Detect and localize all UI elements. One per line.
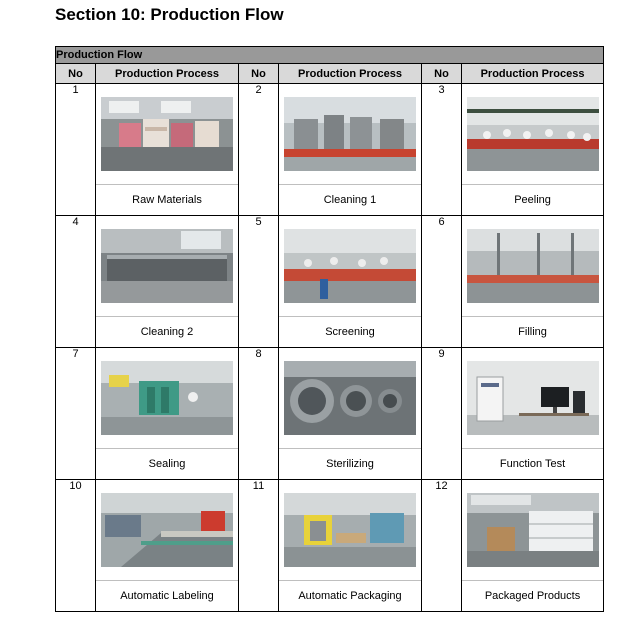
col-header-process: Production Process (462, 64, 604, 84)
process-label: Cleaning 1 (323, 194, 377, 206)
process-cell (96, 216, 239, 348)
process-label: Peeling (514, 194, 551, 206)
process-cell (462, 84, 604, 216)
automatic-labeling-photo (101, 493, 233, 567)
process-label: Cleaning 2 (140, 326, 194, 338)
process-cell (279, 348, 422, 480)
process-cell (462, 216, 604, 348)
section-title: Section 10: Production Flow (55, 5, 284, 24)
process-label: Packaged Products (484, 590, 581, 602)
process-label: Raw Materials (132, 194, 202, 206)
process-label: Automatic Labeling (120, 590, 214, 602)
process-cell (96, 480, 239, 612)
sealing-photo (101, 361, 233, 435)
step-number: 5 (239, 216, 279, 348)
table-caption: Production Flow (56, 47, 604, 64)
process-label: Sterilizing (326, 458, 374, 470)
automatic-packaging-photo (284, 493, 416, 567)
function-test-photo (467, 361, 599, 435)
col-header-no: No (239, 64, 279, 84)
table-row (56, 348, 604, 480)
process-label: Sealing (148, 458, 186, 470)
raw-materials-photo (101, 97, 233, 171)
filling-photo (467, 229, 599, 303)
col-header-process: Production Process (96, 64, 239, 84)
process-cell (462, 480, 604, 612)
process-cell (96, 348, 239, 480)
cleaning-2-photo (101, 229, 233, 303)
production-flow-table (55, 46, 604, 612)
cleaning-1-photo (284, 97, 416, 171)
table-row (56, 84, 604, 216)
process-label: Function Test (499, 458, 566, 470)
process-label: Screening (325, 326, 375, 338)
process-cell (279, 216, 422, 348)
process-label: Filling (518, 326, 547, 338)
process-cell (96, 84, 239, 216)
step-number: 2 (239, 84, 279, 216)
step-number: 11 (239, 480, 279, 612)
step-number: 10 (56, 480, 96, 612)
sterilizing-photo (284, 361, 416, 435)
process-label: Automatic Packaging (298, 590, 402, 602)
step-number: 4 (56, 216, 96, 348)
step-number: 1 (56, 84, 96, 216)
step-number: 7 (56, 348, 96, 480)
col-header-no: No (422, 64, 462, 84)
table-row (56, 216, 604, 348)
step-number: 3 (422, 84, 462, 216)
col-header-process: Production Process (279, 64, 422, 84)
process-cell (462, 348, 604, 480)
process-cell (279, 84, 422, 216)
screening-photo (284, 229, 416, 303)
step-number: 8 (239, 348, 279, 480)
table-row (56, 480, 604, 612)
process-cell (279, 480, 422, 612)
step-number: 6 (422, 216, 462, 348)
peeling-photo (467, 97, 599, 171)
packaged-products-photo (467, 493, 599, 567)
col-header-no: No (56, 64, 96, 84)
step-number: 9 (422, 348, 462, 480)
step-number: 12 (422, 480, 462, 612)
